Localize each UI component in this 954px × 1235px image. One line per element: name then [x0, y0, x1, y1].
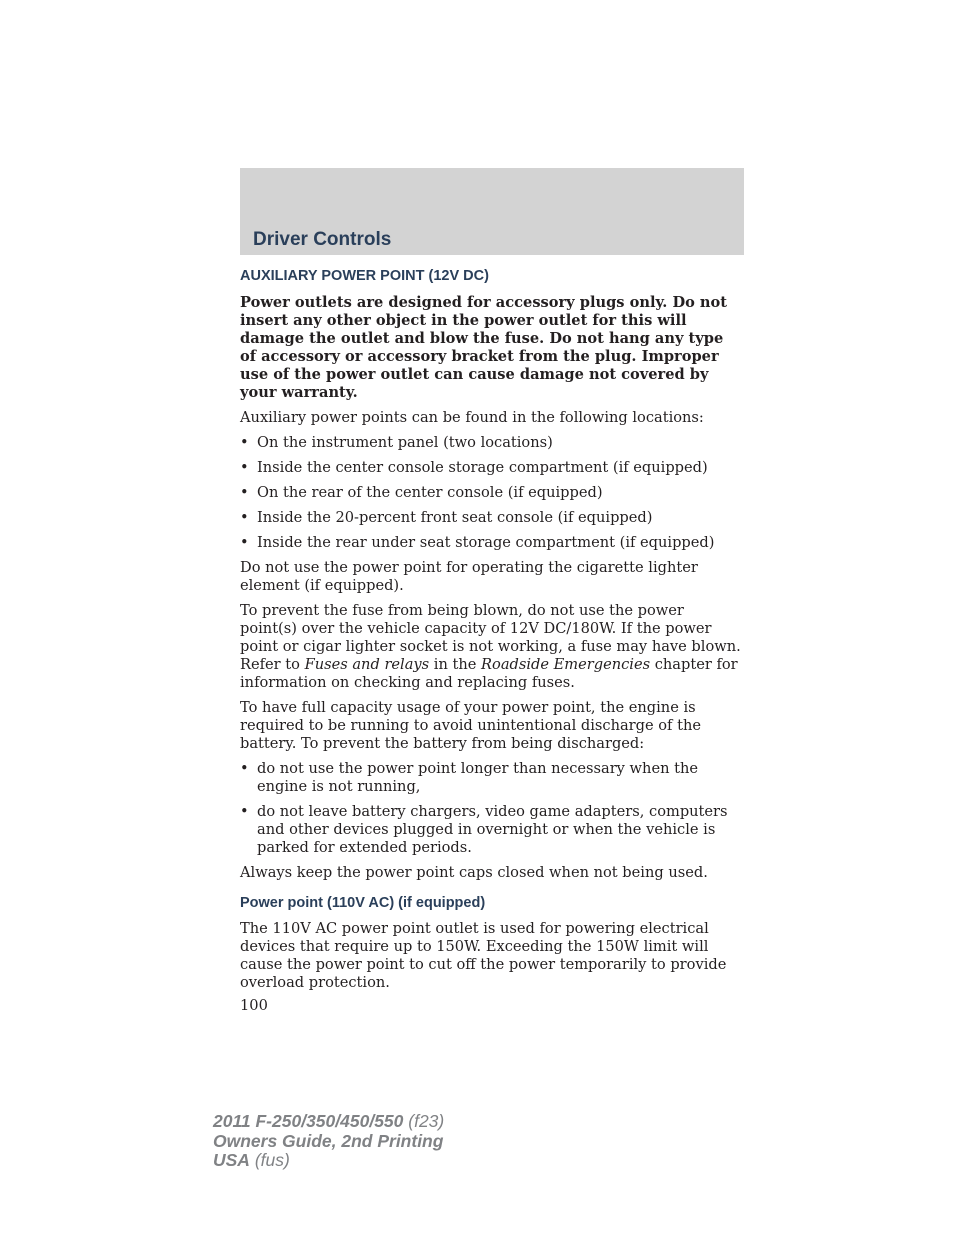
fuse-text-1: To prevent the fuse from being blown, do not use the power point(s) over the vehicle capacity of 12V DC/180W. If the power point or cigar lighter socket is not working, a fuse may have blown. Refer to	[240, 602, 741, 673]
fuse-text-3: chapter for information on checking and replacing fuses.	[240, 656, 738, 691]
footer-model-code: (f23)	[403, 1111, 445, 1131]
list-item: • do not leave battery chargers, video game adapters, computers and other devices plugged in overnight or when the vehicle is parked for extended periods.	[240, 803, 744, 857]
footer-line-model	[213, 1112, 444, 1132]
footer-market-code: (fus)	[249, 1150, 290, 1170]
section-header-band	[240, 168, 744, 255]
list-item: • Inside the center console storage compartment (if equipped)	[240, 459, 744, 477]
footer-market: USA	[213, 1150, 250, 1170]
battery-tips-list	[240, 760, 744, 857]
list-item: • Inside the rear under seat storage compartment (if equipped)	[240, 534, 744, 552]
section-title: Driver Controls	[253, 229, 392, 250]
footer-model: 2011 F-250/350/450/550	[213, 1111, 404, 1131]
section-heading: AUXILIARY POWER POINT (12V DC)	[240, 268, 489, 284]
list-item: • Inside the 20-percent front seat console (if equipped)	[240, 509, 744, 527]
fuse-paragraph	[240, 602, 744, 692]
footer-line-guide: Owners Guide, 2nd Printing	[213, 1130, 444, 1151]
ac-outlet-paragraph: The 110V AC power point outlet is used for powering electrical devices that require up to 150W. Exceeding the 150W limit will cause the power point to cut off the power temporarily to provide overload protection.	[240, 920, 727, 991]
fuses-reference: Fuses and relays	[304, 656, 430, 673]
document-footer	[213, 1112, 444, 1171]
locations-intro: Auxiliary power points can be found in the following locations:	[240, 409, 704, 426]
warning-text: Power outlets are designed for accessory plugs only. Do not insert any other object in the power outlet for this will damage the outlet and blow the fuse. Do not hang any type of accessory or accessory bracket from the plug. Improper use of the power outlet can cause damage not covered by your warranty.	[240, 294, 728, 401]
capacity-paragraph: To have full capacity usage of your power point, the engine is required to be running to avoid unintentional discharge of the battery. To prevent the battery from being discharged:	[240, 699, 701, 752]
page-number: 100	[240, 997, 268, 1014]
list-item: • On the rear of the center console (if equipped)	[240, 484, 744, 502]
list-item: • On the instrument panel (two locations)	[240, 434, 744, 452]
page-content	[240, 267, 744, 1015]
subsection-heading: Power point (110V AC) (if equipped)	[240, 895, 486, 911]
lighter-paragraph: Do not use the power point for operating the cigarette lighter element (if equipped).	[240, 559, 698, 594]
fuse-text-2: in the	[429, 656, 482, 673]
locations-list	[240, 434, 744, 552]
list-item: • do not use the power point longer than necessary when the engine is not running,	[240, 760, 744, 796]
caps-paragraph: Always keep the power point caps closed when not being used.	[240, 864, 708, 881]
roadside-reference: Roadside Emergencies	[481, 656, 651, 673]
footer-line-market	[213, 1151, 444, 1171]
